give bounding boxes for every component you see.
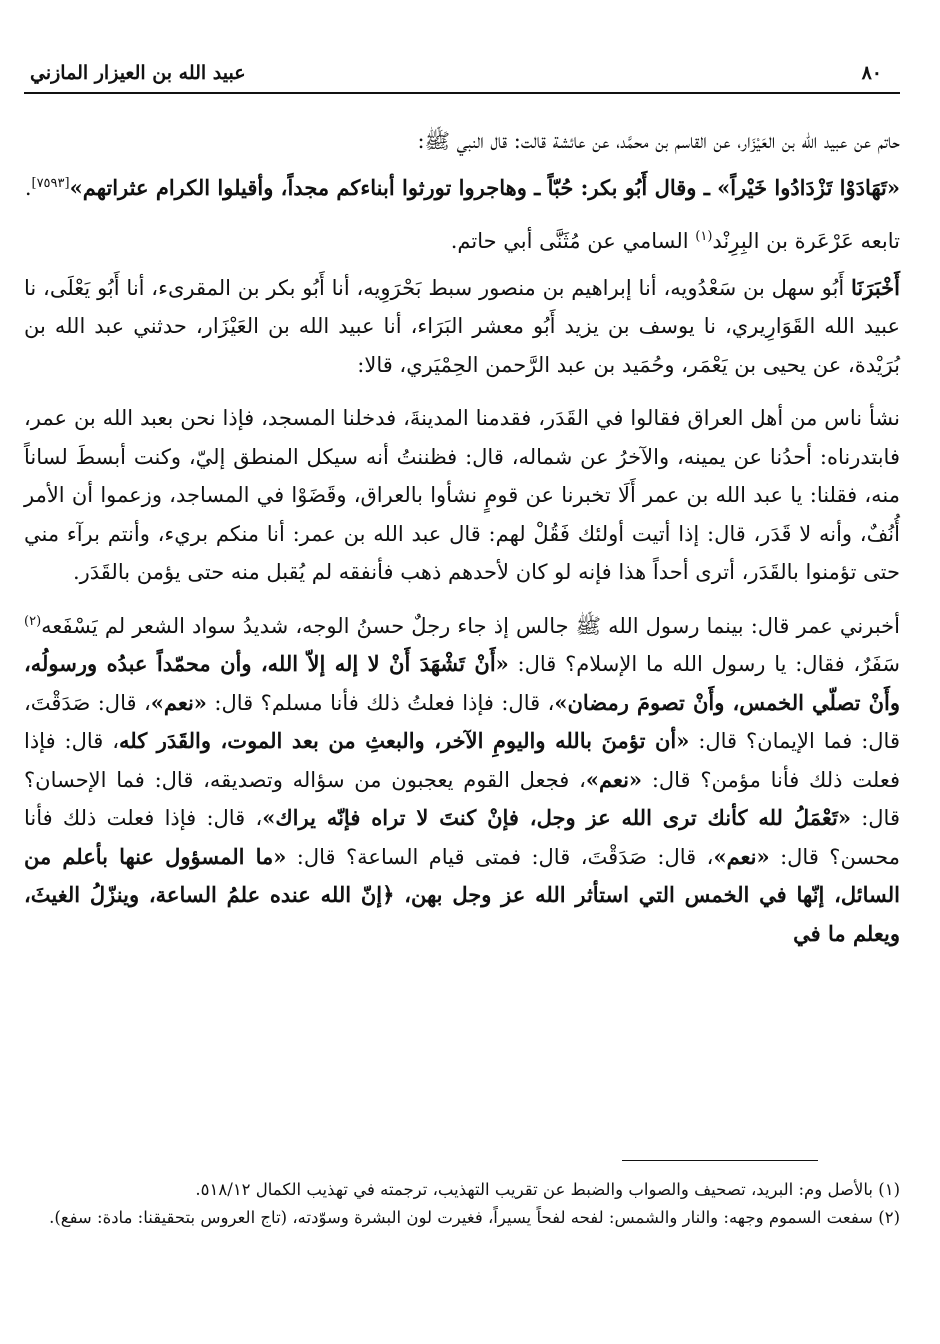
hadith-number: [٧٥٩٣]	[31, 175, 70, 191]
hadith-text: «نعم»	[713, 843, 770, 869]
paragraph-2	[24, 169, 900, 208]
paragraph-4	[24, 269, 900, 385]
narration-text: ، قال: فإذا فعلت ذلك فأنا محسن؟ قال:	[24, 806, 900, 869]
period: .	[24, 175, 32, 200]
narration-text: ، فجعل القوم يعجبون من سؤاله وتصديقه، قال: فما الإحسان؟ قال:	[24, 767, 900, 830]
narration-text: سَفَرٌ، فقال: يا رسول الله ما الإسلام؟ قال:	[508, 652, 900, 676]
narration-text: ، قال: فإذا فعلتُ ذلك فأنا مسلم؟ قال:	[206, 690, 555, 715]
isnad-chain: أَبُو سهل بن سَعْدُويه، أنا إبراهيم بن منصور سبط بَحْرَوِيه، أنا أَبُو بكر بن المقرىء، أنا أَبُو يَعْلَى، نا عبيد الله القَوَارِيري، نا يوسف بن يزيد أَبُو معشر البَرَاء، أنا عبيد الله بن العَيْزَار، حدثني عبد الله بن بُرَيْدة، عن يحيى بن يَعْمَر، وحُمَيد بن عبد الرَّحمن الحِمْيَري، قالا:	[24, 275, 900, 377]
hadith-text: «نعم»	[585, 766, 643, 792]
footnote-2: (٢) سفعت السموم وجهه: والنار والشمس: لفحه لفحاً يسيراً، فغيرت لون البشرة وسوّدته، (تاج العروس بتحقيقنا: مادة: سفع).	[49, 1208, 900, 1227]
narration-text: ، قال: صَدَقْتَ، قال: فمتى قيام الساعة؟ قال:	[286, 844, 714, 869]
hadith-text: «ما المسؤول عنها بأعلم من السائل، إنّها في الخمس التي استأثر الله عز وجل بهن، ﴿إنّ الله عنده علمُ الساعة، وينزّلُ الغيثَ، ويعلم ما في	[24, 843, 900, 946]
footnote-marker-2: (٢)	[24, 613, 42, 629]
paragraph-3	[24, 222, 900, 261]
footnote-1: (١) بالأصل وم: البريد، تصحيف والصواب والضبط عن تقريب التهذيب، ترجمته في تهذيب الكمال ٥١٨/١٢.	[195, 1180, 900, 1199]
paragraph-1: حاتم عن عبيد الله بن العَيْزَار، عن القاسم بن محمَّد، عن عائشة قالت: قال النبي ﷺ:	[417, 129, 900, 153]
header-rule	[24, 92, 900, 94]
footnote-marker-1: (١)	[695, 229, 713, 244]
narration-text: ، قال: صَدَقْتَ، قال: فما الإيمان؟ قال:	[24, 690, 900, 753]
footnotes	[24, 1176, 900, 1232]
footnote-rule	[622, 1160, 818, 1161]
narration-text: ، قال: فإذا فعلت ذلك فأنا مؤمن؟ قال:	[24, 729, 900, 792]
narration-text: تابعه عَرْعَرة بن البِرِنْد	[712, 229, 900, 253]
narration-text: أخبرني عمر قال: بينما رسول الله ﷺ جالس إذ جاء رجلٌ حسنُ الوجه، شديدُ سواد الشعر لم يَسْفَعه	[41, 613, 900, 638]
paragraph-6	[24, 607, 900, 954]
paragraph-5: نشأ ناس من أهل العراق فقالوا في القَدَر، فقدمنا المدينةَ، فدخلنا المسجد، فإذا نحن بعبد الله بن عمر، فابتدرناه: أحدُنا عن يمينه، والآخرُ عن شماله، قال: فظننتُ أنه سيكل المنطق إليّ، وكنت أبسطَ لساناً منه، فقلنا: يا عبد الله بن عمر أَلَا تخبرنا عن قومٍ نشأوا بالعراق، وقَضَوْا في المساجد، وزعموا أن الأمر أُنُفٌ، وأنه لا قَدَر، قال: إذا أتيت أولئك فَقُلْ لهم: قال عبد الله بن عمر: أنا منكم بريء، وأنتم برآء مني حتى تؤمنوا بالقَدَر، أترى أحداً هذا فإنه لو كان لأحدهم ذهب فأنفقه لم يُقبل منه حتى يؤمن بالقَدَر.	[24, 406, 900, 584]
page-number: ٨٠	[861, 62, 882, 84]
hadith-text: «نعم»	[150, 689, 207, 715]
hadith-text: «أَنْ تَشْهَدَ أَنْ لا إله إلاّ الله، وأن محمّداً عبدُه ورسولُه، وأَنْ تصلّي الخمس، وأَنْ تصومَ رمضان»	[24, 651, 900, 715]
hadith-text: «تَهَادَوْا تَزْدَادُوا خَيْراً» ـ وقال أَبُو بكر: حُبّاً ـ وهاجروا تورثوا أبناءكم مجداً، وأقيلوا الكرام عثراتهم»	[69, 174, 900, 200]
narration-text: السامي عن مُثَنَّى أبي حاتم.	[450, 229, 696, 253]
isnad-lead: أَخْبَرَنَا	[851, 274, 900, 300]
running-title: عبيد الله بن العيزار المازني	[30, 62, 246, 84]
hadith-text: «أن تؤمنَ بالله واليومِ الآخر، والبعثِ من بعد الموت، والقَدَر كله	[119, 728, 690, 753]
hadith-text: «تَعْمَلُ لله كأنك ترى الله عز وجل، فإنْ كنتَ لا تراه فإنّه يراك»	[262, 805, 851, 830]
main-text	[24, 122, 900, 953]
running-header	[0, 58, 940, 92]
